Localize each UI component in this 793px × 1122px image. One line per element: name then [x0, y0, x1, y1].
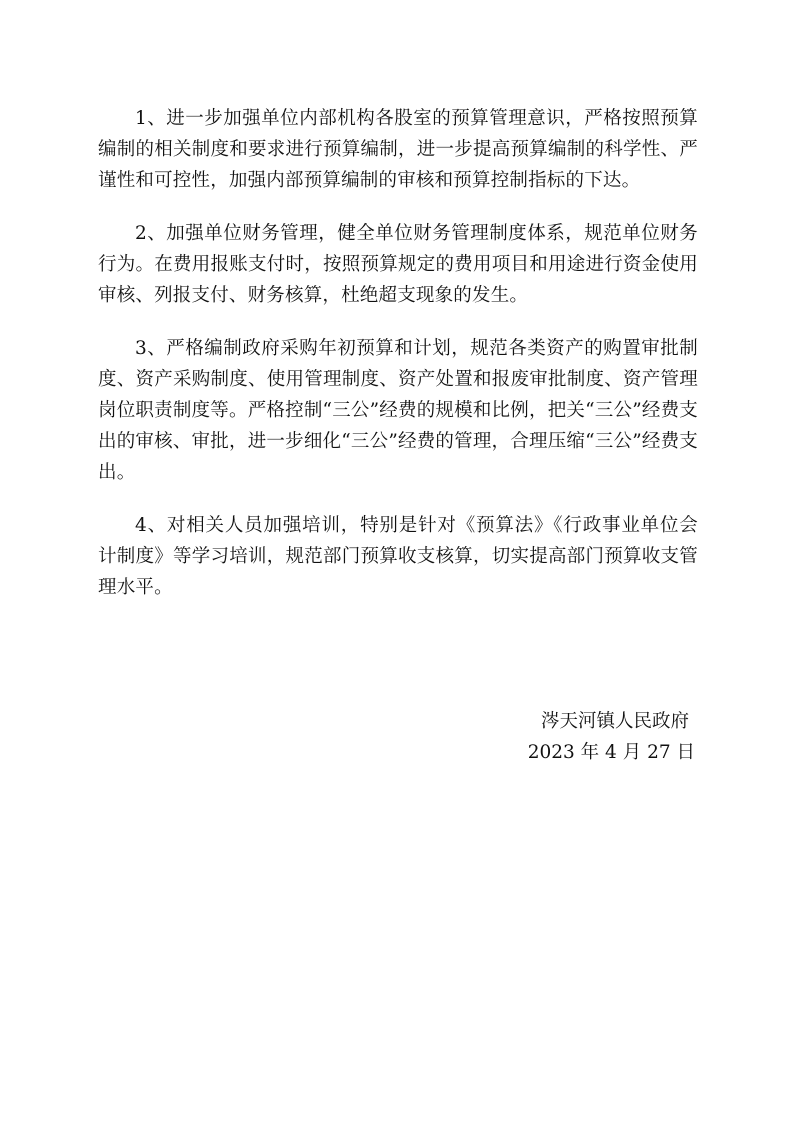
paragraph-2: 2、加强单位财务管理，健全单位财务管理制度体系，规范单位财务行为。在费用报账支付时，按照预算规定的费用项目和用途进行资金使用审核、列报支付、财务核算，杜绝超支现象的发生。: [98, 223, 698, 306]
signature-date: 2023 年 4 月 27 日: [527, 742, 695, 763]
paragraph-3: 3、严格编制政府采购年初预算和计划，规范各类资产的购置审批制度、资产采购制度、使用管理制度、资产处置和报废审批制度、资产管理岗位职责制度等。严格控制“三公”经费的规模和比例，把关“三公”经费支出的审核、审批，进一步细化“三公”经费的管理，合理压缩“三公”经费支出。: [98, 338, 698, 483]
paragraph-1: 1、进一步加强单位内部机构各股室的预算管理意识，严格按照预算编制的相关制度和要求进行预算编制，进一步提高预算编制的科学性、严谨性和可控性，加强内部预算编制的审核和预算控制指标的下达。: [98, 108, 698, 191]
signature-organization: 涔天河镇人民政府: [540, 711, 689, 732]
signature-block: [528, 706, 695, 768]
document-body: [98, 103, 698, 625]
paragraph-4: 4、对相关人员加强培训，特别是针对《预算法》《行政事业单位会计制度》等学习培训，规范部门预算收支核算，切实提高部门预算收支管理水平。: [98, 515, 698, 598]
